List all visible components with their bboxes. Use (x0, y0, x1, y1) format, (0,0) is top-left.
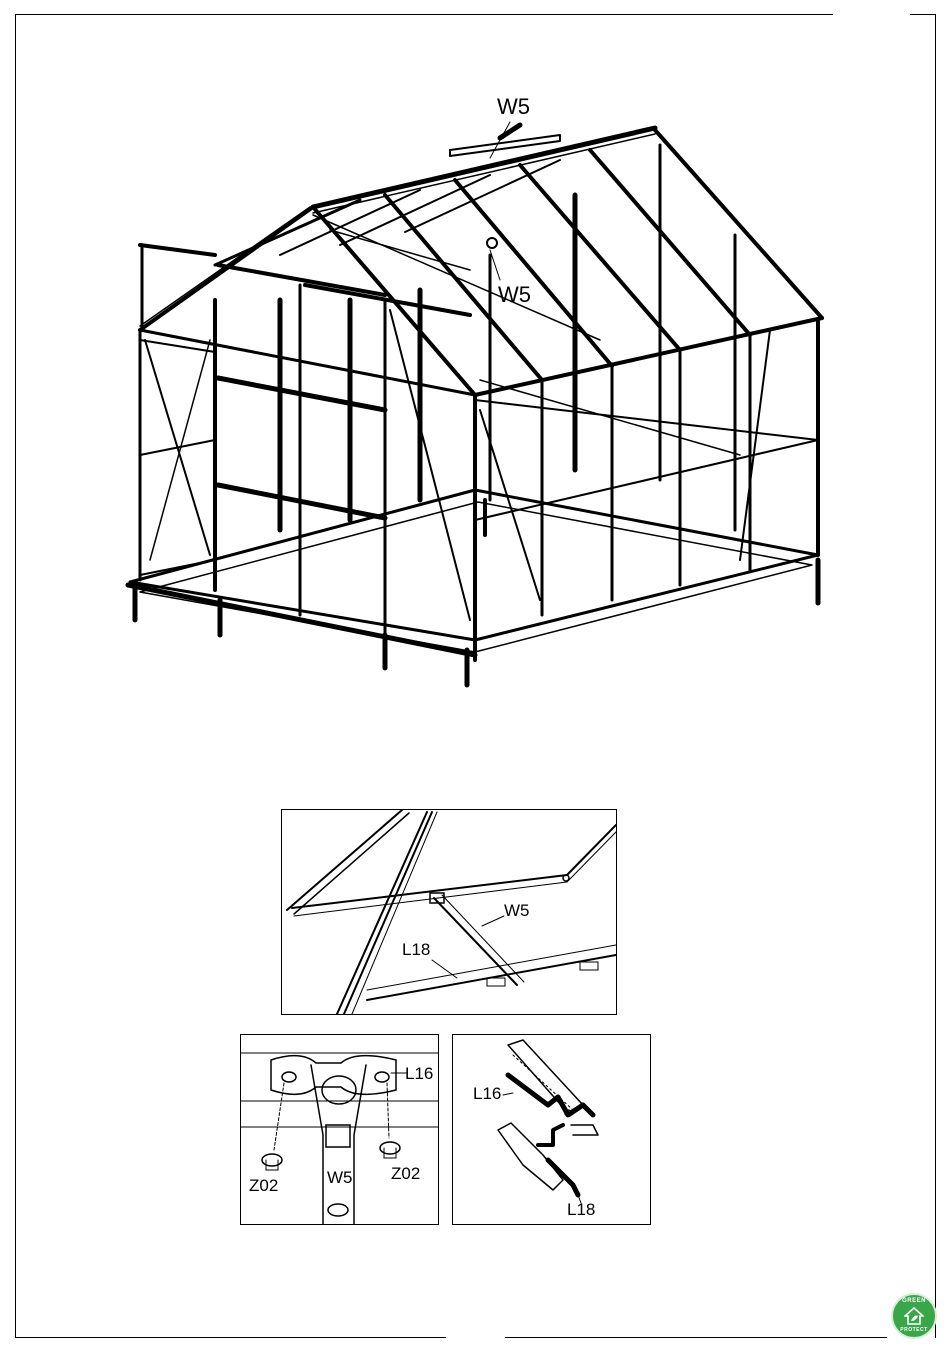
callout-z02-left: Z02 (249, 1176, 279, 1195)
page-border-bottom-right (505, 1337, 887, 1338)
detail-panel-screw-fixing (240, 1034, 439, 1225)
callout-w5-screw: W5 (327, 1168, 353, 1187)
badge-bottom-text: PROTECT (900, 1327, 928, 1333)
callout-l16-clip: L16 (473, 1084, 502, 1103)
vent-opener-detail-drawing (282, 810, 616, 1014)
callout-l18-clip: L18 (567, 1200, 596, 1219)
page-border-bottom-left (15, 1337, 446, 1338)
callout-l18-detail: L18 (402, 940, 431, 959)
green-protect-badge (891, 1293, 937, 1339)
callout-w5-detail: W5 (504, 901, 530, 920)
detail-panel-profile-clip (452, 1034, 651, 1225)
house-leaf-icon (904, 1307, 924, 1325)
callout-l16-screw: L16 (405, 1064, 434, 1083)
callout-z02-right: Z02 (391, 1164, 421, 1183)
badge-top-text: GREEN (902, 1298, 926, 1304)
callout-w5-roof-vent: W5 (497, 94, 530, 119)
callout-w5-gable: W5 (498, 282, 531, 307)
detail-panel-vent-opener (281, 809, 617, 1015)
profile-clip-detail-drawing (453, 1035, 650, 1224)
